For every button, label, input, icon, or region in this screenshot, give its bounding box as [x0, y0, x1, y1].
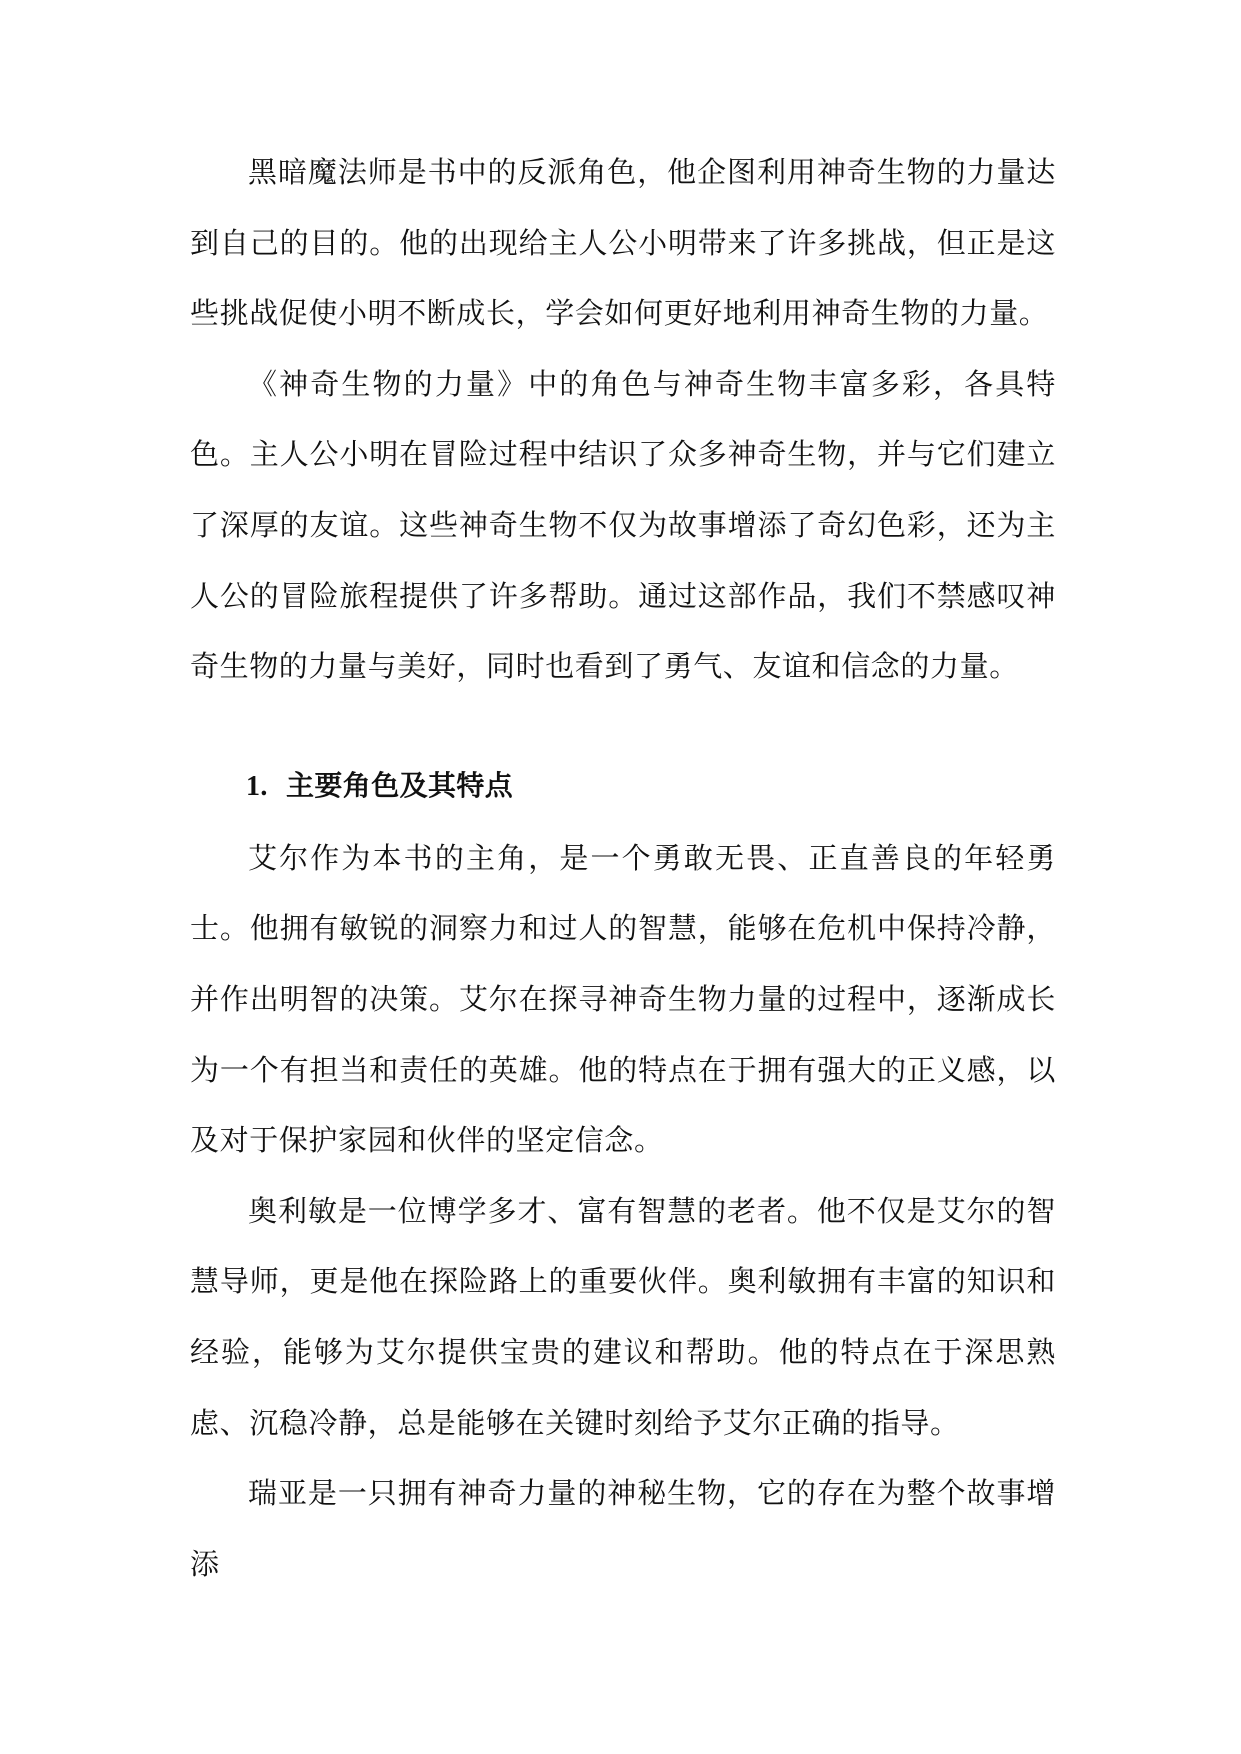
- paragraph-book-summary: 《神奇生物的力量》中的角色与神奇生物丰富多彩，各具特色。主人公小明在冒险过程中结识了众多神奇生物，并与它们建立了深厚的友谊。这些神奇生物不仅为故事增添了奇幻色彩，还为主人公的冒险旅程提供了许多帮助。通过这部作品，我们不禁感叹神奇生物的力量与美好，同时也看到了勇气、友谊和信念的力量。: [190, 366, 1056, 684]
- paragraph-ruiya: 瑞亚是一只拥有神奇力量的神秘生物，它的存在为整个故事增添: [190, 1476, 1056, 1581]
- section-heading: [190, 702, 1056, 823]
- paragraph-dark-mage: 黑暗魔法师是书中的反派角色，他企图利用神奇生物的力量达到自己的目的。他的出现给主人公小明带来了许多挑战，但正是这些挑战促使小明不断成长，学会如何更好地利用神奇生物的力量。: [190, 155, 1056, 331]
- paragraph-aolimin: 奥利敏是一位博学多才、富有智慧的老者。他不仅是艾尔的智慧导师，更是他在探险路上的重要伙伴。奥利敏拥有丰富的知识和经验，能够为艾尔提供宝贵的建议和帮助。他的特点在于深思熟虑、沉稳冷静，总是能够在关键时刻给予艾尔正确的指导。: [190, 1193, 1056, 1440]
- section-title: 主要角色及其特点: [286, 768, 514, 802]
- paragraph-ayer: 艾尔作为本书的主角，是一个勇敢无畏、正直善良的年轻勇士。他拥有敏锐的洞察力和过人的智慧，能够在危机中保持冷静，并作出明智的决策。艾尔在探寻神奇生物力量的过程中，逐渐成长为一个有担当和责任的英雄。他的特点在于拥有强大的正义感，以及对于保护家园和伙伴的坚定信念。: [190, 840, 1056, 1158]
- document-body: [190, 137, 1056, 1599]
- section-number: 1.: [246, 770, 268, 802]
